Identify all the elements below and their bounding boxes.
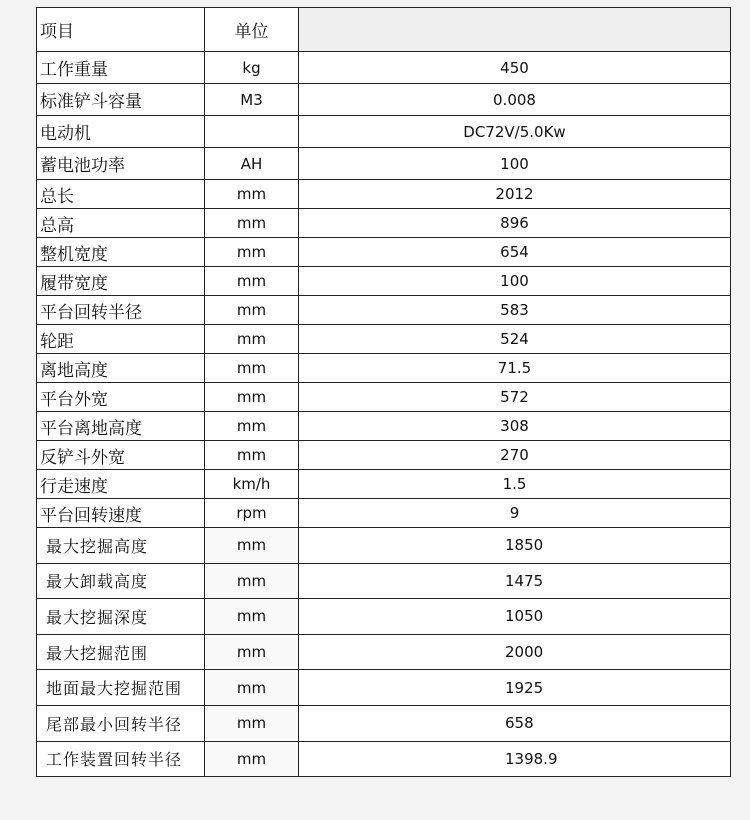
row-value-cell: 0.008 (299, 84, 731, 116)
table-row (37, 209, 731, 238)
table-row (37, 180, 731, 209)
table-row (37, 84, 731, 116)
row-value-cell: 2000 (299, 634, 731, 670)
row-item-cell: 整机宽度 (37, 238, 205, 267)
row-value-cell: 654 (299, 238, 731, 267)
header-item: 项目 (37, 8, 205, 52)
row-unit-cell: rpm (205, 499, 299, 528)
table-row (37, 52, 731, 84)
row-value-cell: 71.5 (299, 354, 731, 383)
row-unit-cell: AH (205, 148, 299, 180)
row-unit-cell: mm (205, 354, 299, 383)
row-unit-cell: kg (205, 52, 299, 84)
row-item-cell: 平台回转半径 (37, 296, 205, 325)
row-unit-cell: mm (205, 528, 299, 564)
row-item-cell: 总高 (37, 209, 205, 238)
row-item-cell: 工作重量 (37, 52, 205, 84)
row-value-cell: DC72V/5.0Kw (299, 116, 731, 148)
row-value-cell: 100 (299, 267, 731, 296)
table-row (37, 670, 731, 706)
row-item-cell: 轮距 (37, 325, 205, 354)
table-row (37, 267, 731, 296)
table-row (37, 296, 731, 325)
row-item-cell: 工作装置回转半径 (37, 741, 205, 777)
header-unit: 单位 (205, 8, 299, 52)
row-unit-cell: mm (205, 412, 299, 441)
row-value-cell: 658 (299, 705, 731, 741)
row-unit-cell: mm (205, 383, 299, 412)
row-item-cell: 电动机 (37, 116, 205, 148)
row-item-cell: 反铲斗外宽 (37, 441, 205, 470)
row-item-cell: 最大卸载高度 (37, 563, 205, 599)
table-row (37, 528, 731, 564)
row-unit-cell: mm (205, 599, 299, 635)
table-row (37, 741, 731, 777)
row-value-cell: 1475 (299, 563, 731, 599)
row-unit-cell (205, 116, 299, 148)
row-item-cell: 最大挖掘高度 (37, 528, 205, 564)
row-item-cell: 地面最大挖掘范围 (37, 670, 205, 706)
row-value-cell: 308 (299, 412, 731, 441)
row-value-cell: 9 (299, 499, 731, 528)
row-value-cell: 572 (299, 383, 731, 412)
table-row (37, 325, 731, 354)
row-item-cell: 平台回转速度 (37, 499, 205, 528)
row-item-cell: 最大挖掘范围 (37, 634, 205, 670)
row-unit-cell: mm (205, 741, 299, 777)
row-value-cell: 583 (299, 296, 731, 325)
row-item-cell: 平台外宽 (37, 383, 205, 412)
row-item-cell: 履带宽度 (37, 267, 205, 296)
row-item-cell: 行走速度 (37, 470, 205, 499)
row-value-cell: 450 (299, 52, 731, 84)
row-unit-cell: mm (205, 238, 299, 267)
table-row (37, 383, 731, 412)
row-unit-cell: mm (205, 634, 299, 670)
row-value-cell: 896 (299, 209, 731, 238)
row-unit-cell: km/h (205, 470, 299, 499)
table-row (37, 412, 731, 441)
table-row (37, 116, 731, 148)
table-row (37, 470, 731, 499)
row-item-cell: 标准铲斗容量 (37, 84, 205, 116)
row-unit-cell: mm (205, 670, 299, 706)
row-unit-cell: mm (205, 563, 299, 599)
table-row (37, 634, 731, 670)
row-item-cell: 最大挖掘深度 (37, 599, 205, 635)
row-unit-cell: mm (205, 296, 299, 325)
row-item-cell: 蓄电池功率 (37, 148, 205, 180)
header-value (299, 8, 731, 52)
table-row (37, 705, 731, 741)
row-item-cell: 总长 (37, 180, 205, 209)
spec-table-body (37, 8, 731, 777)
table-row (37, 148, 731, 180)
row-value-cell: 270 (299, 441, 731, 470)
row-item-cell: 尾部最小回转半径 (37, 705, 205, 741)
row-value-cell: 1398.9 (299, 741, 731, 777)
row-unit-cell: mm (205, 209, 299, 238)
row-unit-cell: mm (205, 325, 299, 354)
table-row (37, 599, 731, 635)
table-row (37, 563, 731, 599)
row-value-cell: 100 (299, 148, 731, 180)
row-unit-cell: M3 (205, 84, 299, 116)
row-value-cell: 1925 (299, 670, 731, 706)
row-item-cell: 离地高度 (37, 354, 205, 383)
row-item-cell: 平台离地高度 (37, 412, 205, 441)
table-row (37, 441, 731, 470)
header-row (37, 8, 731, 52)
row-unit-cell: mm (205, 705, 299, 741)
table-row (37, 238, 731, 267)
row-value-cell: 1850 (299, 528, 731, 564)
spec-table (36, 7, 731, 777)
table-row (37, 499, 731, 528)
row-value-cell: 1050 (299, 599, 731, 635)
row-value-cell: 524 (299, 325, 731, 354)
table-row (37, 354, 731, 383)
row-value-cell: 2012 (299, 180, 731, 209)
row-unit-cell: mm (205, 441, 299, 470)
row-value-cell: 1.5 (299, 470, 731, 499)
row-unit-cell: mm (205, 267, 299, 296)
row-unit-cell: mm (205, 180, 299, 209)
